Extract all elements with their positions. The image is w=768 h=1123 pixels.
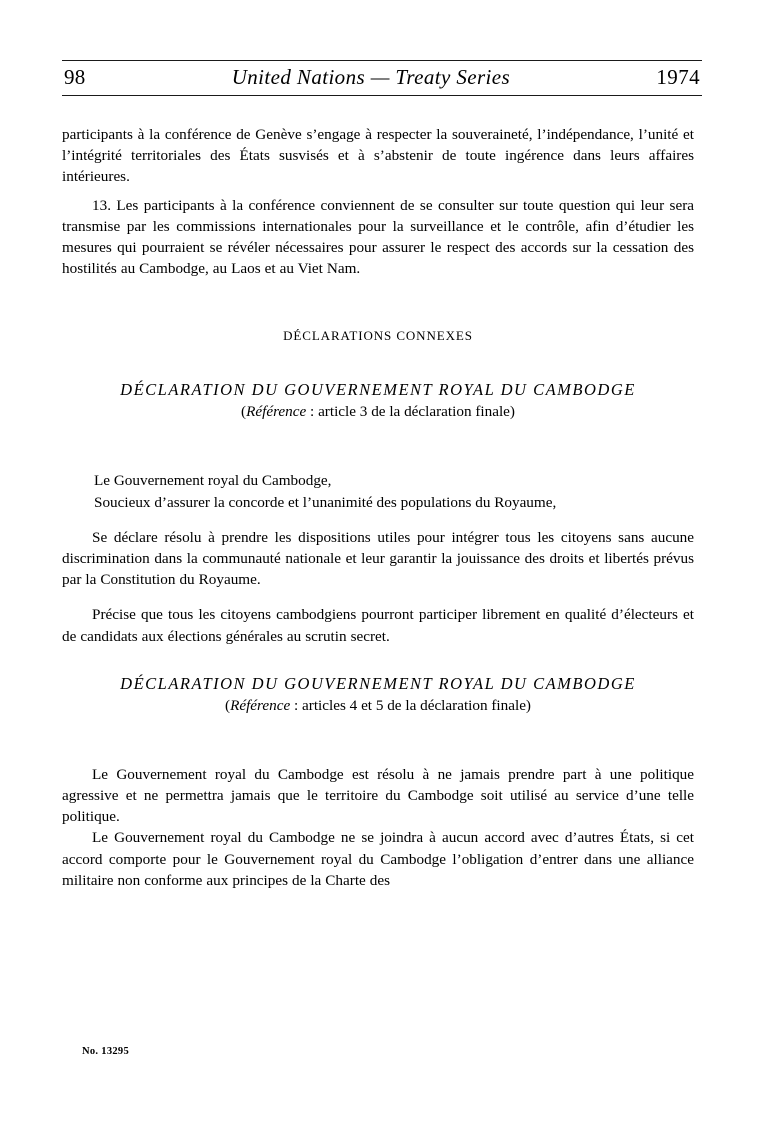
text-column: [62, 124, 694, 891]
running-title: United Nations — Treaty Series: [231, 65, 511, 89]
treaty-number-footnote: No. 13295: [82, 1046, 130, 1057]
spacer: [62, 279, 694, 327]
page-number: 98: [64, 65, 86, 89]
declaration-one-salutation-line-2: Soucieux d’assurer la concorde et l’unanimité des populations du Royaume,: [94, 493, 557, 511]
paragraph-13: 13. Les participants à la conférence conviennent de se consulter sur toute question qui leur sera transmise par les commissions internationales pour la surveillance et le contrôle, afin d’étudier les mesures qui pourraient se révéler nécessaires pour assurer le respect des accords sur la cessation des hostilités au Cambodge, au Laos et au Viet Nam.: [62, 196, 694, 278]
declaration-one-reference: (Référence : article 3 de la déclaration finale): [241, 403, 515, 421]
header-rule-top: [62, 60, 702, 61]
spacer: [62, 345, 694, 379]
declaration-one-salutation-line-1: Le Gouvernement royal du Cambodge,: [94, 472, 332, 490]
publication-year: 1974: [656, 65, 700, 89]
paragraph-continued: participants à la conférence de Genève s’engage à respecter la souveraineté, l’indépendance, l’unité et l’intégrité territoriales des États susvisés et à s’abstenir de toute ingérence dans leurs affaires intérieures.: [62, 126, 694, 186]
declaration-one-reference-rest: : article 3 de la déclaration finale): [310, 403, 515, 421]
declaration-two-reference-rest: : articles 4 et 5 de la déclaration finale): [294, 696, 531, 714]
declaration-two-paragraph-2: Le Gouvernement royal du Cambodge ne se joindra à aucun accord avec d’autres États, si cet accord comporte pour le Gouvernement royal du Cambodge l’obligation d’entrer dans une alliance militaire non conforme aux principes de la Charte des: [62, 829, 694, 889]
declaration-two-paragraph-1: Le Gouvernement royal du Cambodge est résolu à ne jamais prendre part à une politique agressive et ne permettra jamais que le territoire du Cambodge soit utilisé au service d’une telle politique.: [62, 765, 694, 826]
spacer: [62, 422, 694, 470]
declaration-one-title: DÉCLARATION DU GOUVERNEMENT ROYAL DU CAMBODGE: [120, 380, 636, 400]
declaration-one-reference-prefix: Référence: [246, 403, 307, 421]
page-header: [62, 60, 702, 96]
spacer: [62, 647, 694, 673]
declaration-two-reference-prefix: Référence: [230, 696, 291, 714]
section-label-declarations-connexes: DÉCLARATIONS CONNEXES: [283, 328, 473, 344]
header-row: [62, 63, 702, 93]
declaration-one-paragraph-2: Précise que tous les citoyens cambodgiens pourront participer librement en qualité d’électeurs et de candidats aux élections générales au scrutin secret.: [62, 606, 694, 645]
declaration-one-paragraph-1: Se déclare résolu à prendre les dispositions utiles pour intégrer tous les citoyens sans aucune discrimination dans la communauté nationale et leur garantir la jouissance des droits et libertés prévus par la Constitution du Royaume.: [62, 528, 694, 589]
header-rule-bottom: [62, 95, 702, 96]
declaration-two-title: DÉCLARATION DU GOUVERNEMENT ROYAL DU CAMBODGE: [120, 673, 636, 693]
spacer: [62, 716, 694, 764]
declaration-two-reference: (Référence : articles 4 et 5 de la déclaration finale): [225, 696, 531, 714]
